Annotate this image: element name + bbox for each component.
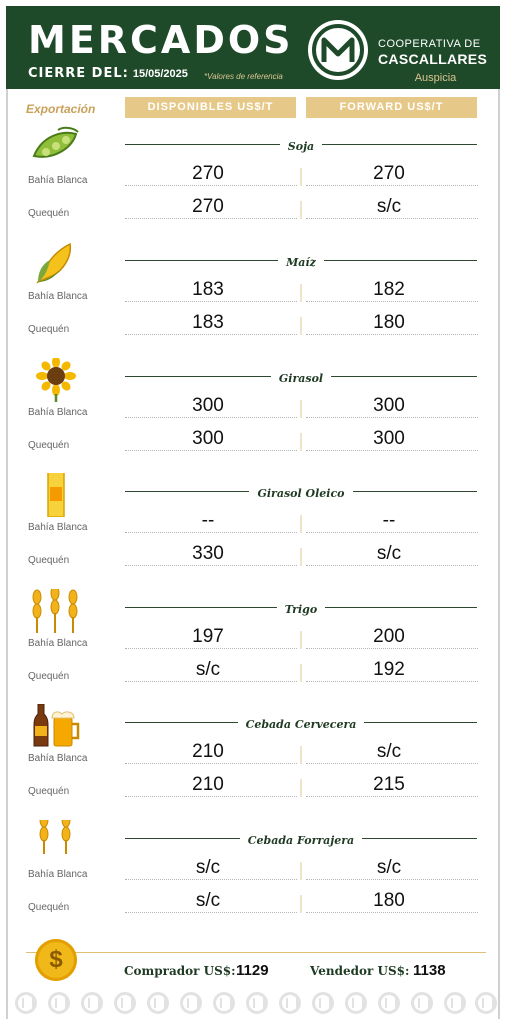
location-label: Bahía Blanca — [28, 291, 88, 302]
section-title-text: Trigo — [277, 603, 325, 616]
watermark-logo-icon — [15, 992, 37, 1014]
price-row — [0, 311, 506, 341]
forward-value: s/c — [376, 196, 402, 217]
dotted-leader — [306, 796, 478, 797]
reference-note: *Valores de referencia — [204, 72, 283, 81]
dotted-leader — [125, 301, 297, 302]
disponible-value: 270 — [192, 196, 224, 217]
watermark-logo-icon — [213, 992, 235, 1014]
dotted-leader — [306, 417, 478, 418]
dotted-leader — [125, 763, 297, 764]
dotted-leader — [125, 450, 297, 451]
forward-value: 200 — [373, 626, 405, 647]
cooperativa-logo-icon — [308, 20, 368, 80]
forward-value: 182 — [373, 279, 405, 300]
disponible-value: 210 — [192, 741, 224, 762]
price-row — [0, 278, 506, 308]
dotted-leader — [306, 532, 478, 533]
price-row — [0, 427, 506, 457]
column-separator — [300, 779, 302, 797]
price-row — [0, 625, 506, 655]
location-label: Quequén — [28, 786, 70, 797]
section-title — [125, 831, 477, 849]
comprador-value: 1129 — [236, 962, 269, 979]
column-separator — [300, 317, 302, 335]
location-label: Bahía Blanca — [28, 638, 88, 649]
column-separator — [300, 548, 302, 566]
dotted-leader — [125, 532, 297, 533]
sponsor-line2: CASCALLARES — [378, 51, 488, 67]
watermark-logo-icon — [48, 992, 70, 1014]
dotted-leader — [125, 796, 297, 797]
disponible-value: 183 — [192, 312, 224, 333]
column-separator — [300, 862, 302, 880]
watermark-logo-icon — [312, 992, 334, 1014]
watermark-logo-icon — [81, 992, 103, 1014]
location-label: Quequén — [28, 555, 70, 566]
dotted-leader — [306, 450, 478, 451]
location-label: Bahía Blanca — [28, 407, 88, 418]
location-label: Bahía Blanca — [28, 753, 88, 764]
disponible-value: 183 — [192, 279, 224, 300]
column-header-forward: FORWARD US$/T — [306, 97, 477, 118]
column-separator — [300, 433, 302, 451]
dotted-leader — [125, 648, 297, 649]
sponsor-tag: Auspicia — [414, 72, 457, 84]
dotted-leader — [306, 681, 478, 682]
price-row — [0, 162, 506, 192]
column-separator — [300, 400, 302, 418]
section-girasol-oleico — [0, 481, 506, 596]
location-label: Bahía Blanca — [28, 869, 88, 880]
price-row — [0, 740, 506, 770]
column-separator — [300, 168, 302, 186]
section-title-text: Cebada Forrajera — [240, 834, 362, 847]
dollar-coin-icon: $ — [35, 939, 77, 981]
watermark-logo-icon — [444, 992, 466, 1014]
dotted-leader — [125, 565, 297, 566]
dotted-leader — [125, 218, 297, 219]
watermark-logo-icon — [147, 992, 169, 1014]
disponible-value: 300 — [192, 428, 224, 449]
section-title — [125, 715, 477, 733]
forward-value: 180 — [373, 312, 405, 333]
column-separator — [300, 201, 302, 219]
disponible-value: s/c — [195, 890, 221, 911]
location-label: Quequén — [28, 440, 70, 451]
disponible-value: s/c — [195, 659, 221, 680]
dotted-leader — [306, 648, 478, 649]
dotted-leader — [306, 218, 478, 219]
watermark-logo-icon — [345, 992, 367, 1014]
location-label: Bahía Blanca — [28, 522, 88, 533]
section-title-text: Maíz — [278, 256, 324, 269]
watermark-logo-icon — [279, 992, 301, 1014]
forward-value: 215 — [373, 774, 405, 795]
footer-divider — [26, 952, 486, 953]
price-row — [0, 658, 506, 688]
section-title — [125, 137, 477, 155]
section-girasol — [0, 366, 506, 481]
watermark-logo-icon — [411, 992, 433, 1014]
watermark-logo-icon — [114, 992, 136, 1014]
section-soja — [0, 134, 506, 249]
section-title-text: Girasol — [271, 372, 331, 385]
column-separator — [300, 631, 302, 649]
column-header-disponibles: DISPONIBLES US$/T — [125, 97, 296, 118]
dotted-leader — [125, 681, 297, 682]
forward-value: 270 — [373, 163, 405, 184]
section-title — [125, 369, 477, 387]
section-title-text: Girasol Oleico — [249, 487, 352, 500]
export-label: Exportación — [26, 102, 96, 116]
forward-value: 192 — [373, 659, 405, 680]
forward-value: s/c — [376, 857, 402, 878]
section-title-text: Soja — [280, 140, 322, 153]
forward-value: s/c — [376, 543, 402, 564]
price-row — [0, 773, 506, 803]
column-separator — [300, 515, 302, 533]
section-cebada-forrajera — [0, 828, 506, 943]
price-row — [0, 889, 506, 919]
dotted-leader — [125, 417, 297, 418]
forward-value: 300 — [373, 395, 405, 416]
forward-value: s/c — [376, 741, 402, 762]
dotted-leader — [306, 912, 478, 913]
dotted-leader — [125, 334, 297, 335]
section-title — [125, 253, 477, 271]
forward-value: 180 — [373, 890, 405, 911]
watermark-logo-icon — [475, 992, 497, 1014]
price-row — [0, 394, 506, 424]
dotted-leader — [306, 185, 478, 186]
watermark-logo-icon — [180, 992, 202, 1014]
forward-value: 300 — [373, 428, 405, 449]
dotted-leader — [306, 879, 478, 880]
disponible-value: 210 — [192, 774, 224, 795]
disponible-value: 300 — [192, 395, 224, 416]
section-title — [125, 484, 477, 502]
dotted-leader — [306, 334, 478, 335]
dotted-leader — [125, 879, 297, 880]
location-label: Quequén — [28, 902, 70, 913]
column-separator — [300, 284, 302, 302]
section-cebada-cervecera — [0, 712, 506, 827]
disponible-value: s/c — [195, 857, 221, 878]
cierre-date: 15/05/2025 — [132, 68, 188, 80]
price-row — [0, 856, 506, 886]
location-label: Bahía Blanca — [28, 175, 88, 186]
section-title-text: Cebada Cervecera — [238, 718, 365, 731]
location-label: Quequén — [28, 324, 70, 335]
vendedor-label: Vendedor US$: — [310, 964, 410, 978]
location-label: Quequén — [28, 671, 70, 682]
dotted-leader — [306, 301, 478, 302]
section-title — [125, 600, 477, 618]
page-title: MERCADOS — [28, 18, 294, 62]
dotted-leader — [306, 565, 478, 566]
dotted-leader — [125, 185, 297, 186]
disponible-value: 197 — [192, 626, 224, 647]
dotted-leader — [125, 912, 297, 913]
disponible-value: 330 — [192, 543, 224, 564]
column-separator — [300, 895, 302, 913]
column-separator — [300, 664, 302, 682]
dotted-leader — [306, 763, 478, 764]
column-separator — [300, 746, 302, 764]
section-maiz — [0, 250, 506, 365]
cierre-label — [28, 66, 188, 81]
price-row — [0, 195, 506, 225]
disponible-value: -- — [201, 510, 215, 531]
section-trigo — [0, 597, 506, 712]
disponible-value: 270 — [192, 163, 224, 184]
header-banner — [6, 6, 500, 89]
comprador-label: Comprador US$: — [124, 964, 236, 978]
price-row — [0, 509, 506, 539]
vendedor-value: 1138 — [413, 962, 446, 979]
sponsor-line1: COOPERATIVA DE — [378, 38, 481, 50]
forward-value: -- — [382, 510, 396, 531]
location-label: Quequén — [28, 208, 70, 219]
watermark-logo-icon — [246, 992, 268, 1014]
cierre-text: CIERRE DEL: — [28, 66, 129, 81]
watermark-logo-icon — [378, 992, 400, 1014]
price-row — [0, 542, 506, 572]
